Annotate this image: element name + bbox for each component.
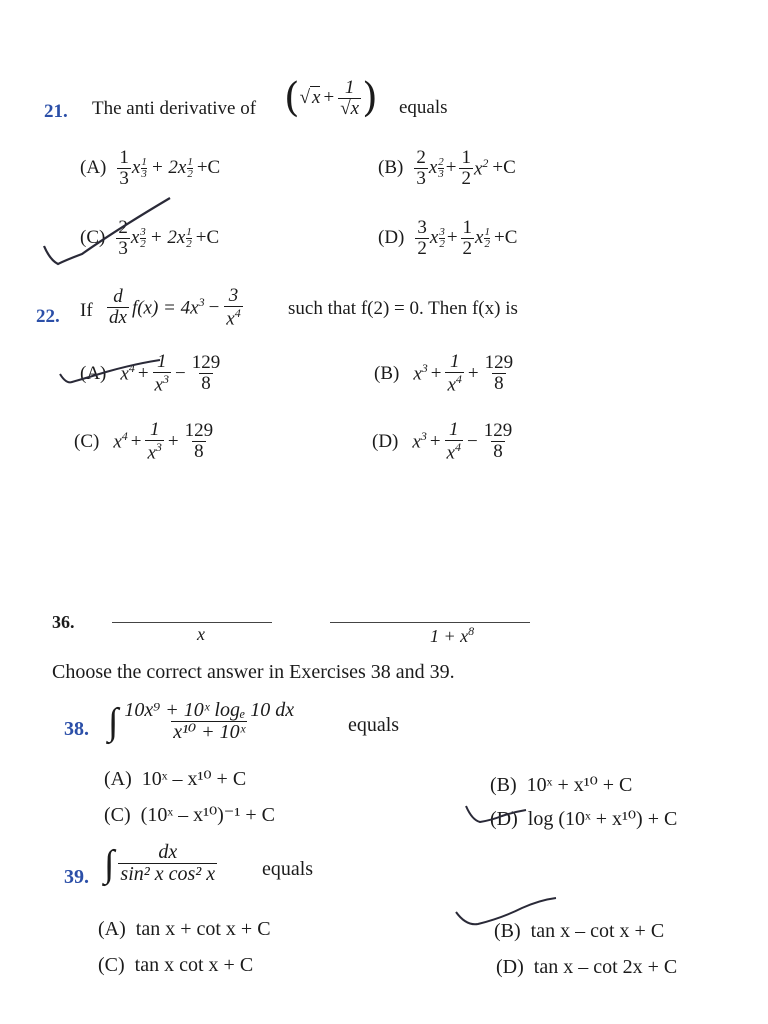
q22-option-b[interactable]: (B) $x^3$ + $\frac{1}{x^4}$ + $\frac{129}{8}$ (374, 351, 514, 396)
option-label: (D) (496, 956, 524, 978)
deriv-den: dx (109, 307, 127, 329)
q22-option-d[interactable]: (D) $x^3$ + $\frac{1}{x^4}$ − $\frac{129}{8}$ (372, 419, 513, 464)
q21-text: The anti derivative of (92, 98, 257, 119)
option-label: (A) (80, 362, 107, 384)
q39-option-d[interactable] (496, 956, 677, 979)
option-label: (A) (80, 157, 107, 179)
option-label: (C) (80, 227, 106, 249)
fx-text: f(x) = 4x (131, 297, 199, 319)
q38-option-b[interactable] (490, 772, 632, 797)
check-mark-icon (56, 356, 166, 396)
q21-option-a[interactable]: (A) $\frac{1}{3}$ x $\frac{1}{3}$ + 2x $\frac{1}{2}$ +C (80, 147, 221, 189)
deriv-num: d (113, 286, 123, 308)
frac-den: x (226, 308, 235, 330)
q39-option-c[interactable] (98, 954, 253, 977)
instruction-text: Choose the correct answer in Exercises 38 and 39. (52, 661, 455, 683)
check-mark-icon (462, 800, 532, 830)
option-text: tan x + cot x + C (135, 918, 271, 940)
q21-option-d[interactable]: (D) $\frac{3}{2}$ x $\frac{3}{2}$ + $\frac{1}{2}$ x $\frac{1}{2}$ +C (378, 217, 518, 259)
q38-tail: equals (348, 714, 400, 736)
coef-den: 3 (119, 167, 129, 189)
q21-tail: equals (399, 97, 448, 118)
option-label: (A) (98, 918, 126, 940)
q39-option-a[interactable] (98, 918, 271, 941)
integrand-numerator: 10x⁹ + 10ˣ logₑ 10 dx (124, 699, 295, 721)
fragment-left-number: 36. (52, 612, 75, 632)
minus-sign: − (208, 296, 220, 318)
q39-expression: ∫ $\frac{dx}{\text{sin² x cos² x}}$ (104, 841, 216, 885)
q38-option-a[interactable] (104, 766, 246, 791)
q39-number: 39. (64, 866, 89, 888)
check-mark-icon (36, 190, 176, 270)
exp: 3 (198, 295, 205, 310)
option-label: (C) (74, 430, 100, 452)
q22-option-c[interactable]: (C) $x^4$ + $\frac{1}{x^3}$ + $\frac{129}{8}$ (74, 419, 214, 464)
option-text: 10ˣ + x¹⁰ + C (526, 774, 633, 796)
option-label: (A) (104, 768, 132, 790)
q22-expression (106, 286, 244, 329)
coef-num: 1 (119, 147, 129, 168)
option-text: log (10ˣ + x¹⁰) + C (527, 808, 678, 830)
q38-number: 38. (64, 718, 89, 740)
divider (112, 622, 272, 623)
option-label: (B) (378, 157, 404, 179)
option-label: (B) (494, 920, 521, 942)
q22-number: 22. (36, 306, 60, 327)
q22-if: If (80, 300, 93, 321)
exp: 4 (234, 305, 241, 320)
q39-tail: equals (262, 858, 314, 880)
q21-number: 21. (44, 101, 68, 122)
option-label: (B) (374, 362, 400, 384)
q22-option-a[interactable]: (A) $x^4$ + $\frac{1}{x^3}$ − $\frac{129}{8}$ (80, 351, 221, 396)
option-text: 10ˣ – x¹⁰ + C (141, 768, 247, 790)
integrand-denominator: sin² x cos² x (120, 863, 216, 885)
frac-num: 3 (228, 285, 239, 306)
option-text: tan x – cot 2x + C (533, 956, 678, 978)
q22-rest: such that f(2) = 0. Then f(x) is (288, 298, 518, 319)
q21-option-b[interactable]: (B) $\frac{2}{3}$ x $\frac{2}{3}$ + $\frac{1}{2}$ $x^2$ +C (378, 147, 516, 189)
option-label: (B) (490, 774, 517, 796)
q38-option-c[interactable] (104, 802, 275, 827)
option-label: (C) (104, 804, 131, 826)
option-label: (C) (98, 954, 125, 976)
divider (330, 622, 530, 623)
fragment-left-denominator: x (197, 624, 205, 644)
option-text: tan x – cot x + C (530, 920, 665, 942)
option-text: tan x cot x + C (134, 954, 254, 976)
option-label: (D) (490, 808, 518, 830)
q21-expression: ( √ x + $\frac{1}{√x}$ ) (284, 75, 378, 122)
option-label: (D) (372, 430, 399, 452)
q38-expression: ∫ $\frac{\text{10x⁹ + 10ˣ logₑ 10 dx}}{\text{x¹⁰ + 10ˣ}}$ (108, 699, 295, 743)
option-label: (D) (378, 227, 405, 249)
fragment-right-denominator: $1 + x^8$ (430, 624, 475, 646)
q21-option-c[interactable]: (C) $\frac{2}{3}$ x $\frac{3}{2}$ + 2x $\frac{1}{2}$ +C (80, 217, 220, 259)
integrand-numerator: dx (158, 841, 178, 863)
integrand-denominator: x¹⁰ + 10ˣ (173, 721, 246, 743)
option-text: (10ˣ – x¹⁰)⁻¹ + C (140, 804, 275, 826)
check-mark-icon (452, 892, 562, 936)
